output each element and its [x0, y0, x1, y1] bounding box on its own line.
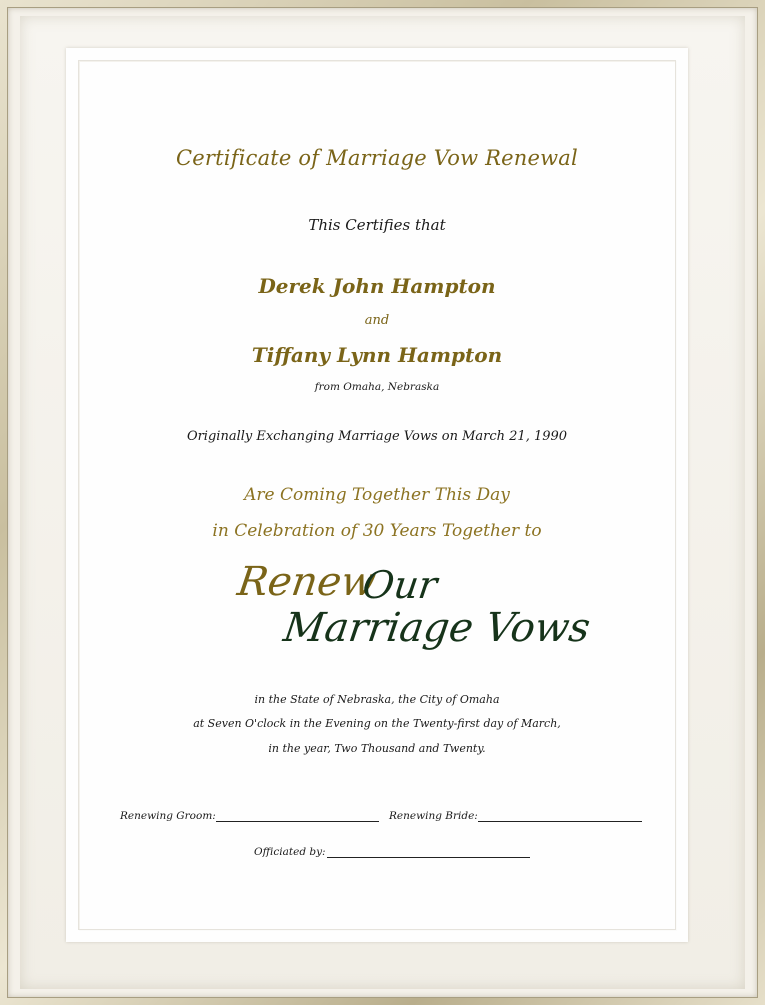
certificate-title: Certificate of Marriage Vow Renewal — [176, 146, 578, 170]
conjunction-and: and — [364, 313, 390, 328]
renew-headline — [234, 553, 593, 673]
ceremony-year-text: in the year, Two Thousand and Twenty. — [268, 742, 486, 755]
headline-marriage-vows: Marriage Vows — [280, 605, 593, 651]
person-1-name: Derek John Hampton — [258, 274, 496, 298]
original-vows-text: Originally Exchanging Marriage Vows on March 21, 1990 — [186, 429, 568, 444]
certificate-paper — [66, 48, 688, 942]
coming-together-text: Are Coming Together This Day — [244, 485, 510, 505]
celebration-text: in Celebration of 30 Years Together to — [212, 521, 542, 541]
ceremony-time-text: at Seven O'clock in the Evening on the Twenty-first day of March, — [193, 717, 561, 730]
location-text: in the State of Nebraska, the City of Omaha — [254, 693, 500, 706]
certifies-text: This Certifies that — [308, 216, 446, 234]
origin-text: from Omaha, Nebraska — [314, 381, 440, 393]
bride-signature-line — [478, 821, 642, 822]
headline-renew: Renew — [234, 559, 379, 605]
groom-signature-line — [216, 821, 379, 822]
person-2-name: Tiffany Lynn Hampton — [251, 343, 503, 367]
officiant-signature-label: Officiated by: — [254, 846, 326, 858]
officiant-signature-line — [327, 857, 530, 858]
groom-signature-label: Renewing Groom: — [120, 810, 216, 822]
bride-signature-label: Renewing Bride: — [389, 810, 478, 822]
headline-our: Our — [359, 563, 440, 607]
